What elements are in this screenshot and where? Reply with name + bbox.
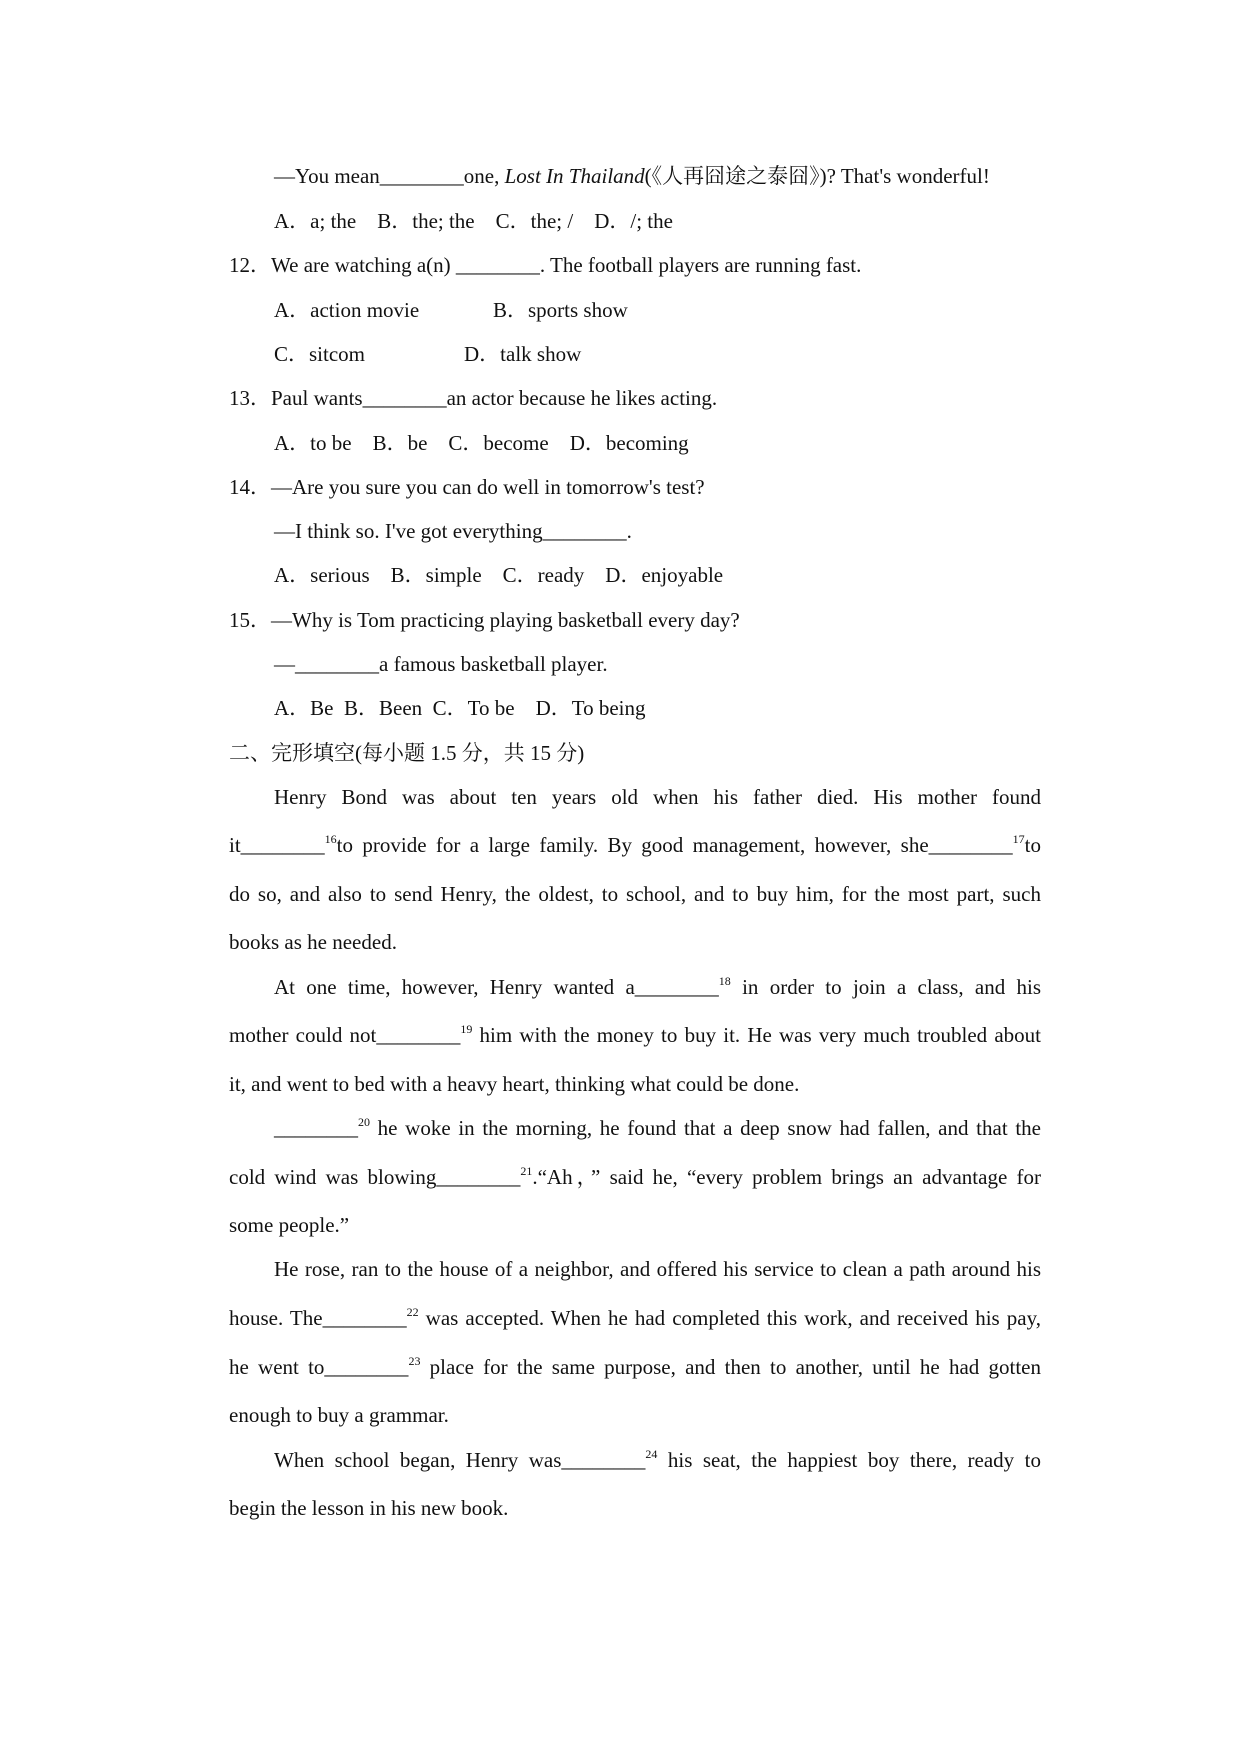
passage-p5-line1 <box>274 1446 1041 1474</box>
passage-p1-line2 <box>229 831 1041 859</box>
passage-p1-line1: Henry Bond was about ten years old when his father died. His mother found <box>274 785 1041 809</box>
passage-p4-line3 <box>229 1353 1041 1381</box>
passage-p2-line1 <box>274 973 1041 1001</box>
q12-option-a: A．action movie <box>274 298 420 322</box>
q11-reply-suffix: (《人再囧途之泰囧》)? That's wonderful! <box>644 164 990 188</box>
text-segment: him with the money to buy it. He was very much troubled about <box>472 1023 1041 1047</box>
passage-p2-line3: it, and went to bed with a heavy heart, thinking what could be done. <box>229 1072 800 1096</box>
text-segment: was accepted. When he had completed this work, and received his pay, <box>418 1306 1041 1330</box>
text-segment: in order to join a class, and his <box>730 975 1041 999</box>
q13-options: A．to be B．be C．become D．becoming <box>274 431 689 455</box>
q11-movie-title: Lost In Thailand <box>504 164 645 188</box>
q13-stem: 13．Paul wants________an actor because he likes acting. <box>229 386 718 410</box>
q11-reply-prefix: —You mean________one, <box>274 164 505 188</box>
text-segment: house. The________ <box>229 1306 407 1330</box>
blank-number-17: 17 <box>1012 832 1025 846</box>
q14-stem: 14．—Are you sure you can do well in tomorrow's test? <box>229 475 705 499</box>
passage-p4-line1: He rose, ran to the house of a neighbor, and offered his service to clean a path around his <box>274 1257 1041 1281</box>
passage-p2-line2 <box>229 1021 1041 1049</box>
text-segment: to <box>1024 833 1041 857</box>
blank-number-20: 20 <box>358 1115 370 1129</box>
passage-p1-line3: do so, and also to send Henry, the oldest, to school, and to buy him, for the most part, such <box>229 882 1041 906</box>
text-segment: he went to________ <box>229 1355 409 1379</box>
text-segment: .“Ah，” said he, “every problem brings an advantage for <box>532 1165 1041 1189</box>
q11-options: A．a; the B．the; the C．the; / D．/; the <box>274 209 673 233</box>
q12-option-d: D．talk show <box>464 342 582 366</box>
q12-option-b: B．sports show <box>493 298 628 322</box>
blank-number-22: 22 <box>406 1305 419 1319</box>
blank-number-21: 21 <box>520 1164 533 1178</box>
text-segment: he woke in the morning, he found that a deep snow had fallen, and that the <box>370 1116 1041 1140</box>
q11-reply-line <box>274 162 990 190</box>
q12-stem: 12．We are watching a(n) ________. The football players are running fast. <box>229 253 862 277</box>
q15-options: A．Be B．Been C．To be D．To being <box>274 696 646 720</box>
text-segment: place for the same purpose, and then to another, until he had gotten <box>420 1355 1041 1379</box>
q12-option-c: C．sitcom <box>274 342 366 366</box>
passage-p4-line4: enough to buy a grammar. <box>229 1403 449 1427</box>
text-segment: to provide for a large family. By good management, however, she________ <box>336 833 1013 857</box>
text-segment: cold wind was blowing________ <box>229 1165 521 1189</box>
q14-options: A．serious B．simple C．ready D．enjoyable <box>274 563 724 587</box>
text-segment: it________ <box>229 833 325 857</box>
blank-number-24: 24 <box>645 1447 658 1461</box>
passage-p1-line4: books as he needed. <box>229 930 397 954</box>
text-segment: At one time, however, Henry wanted a________ <box>274 975 719 999</box>
q14-reply: —I think so. I've got everything________. <box>274 519 632 543</box>
passage-p4-line2 <box>229 1304 1041 1332</box>
text-segment: mother could not________ <box>229 1023 461 1047</box>
section-heading-cloze: 二、完形填空(每小题 1.5 分，共 15 分) <box>229 741 585 765</box>
q15-reply: —________a famous basketball player. <box>274 652 608 676</box>
text-segment: When school began, Henry was________ <box>274 1448 646 1472</box>
passage-p3-line3: some people.” <box>229 1213 350 1237</box>
q15-stem: 15．—Why is Tom practicing playing basketball every day? <box>229 608 740 632</box>
text-segment: his seat, the happiest boy there, ready to <box>657 1448 1041 1472</box>
blank-number-23: 23 <box>408 1354 421 1368</box>
text-segment: ________ <box>274 1116 358 1140</box>
blank-number-18: 18 <box>718 974 731 988</box>
blank-number-19: 19 <box>460 1022 473 1036</box>
passage-p3-line2 <box>229 1163 1041 1191</box>
passage-p3-line1 <box>274 1114 1041 1142</box>
passage-p5-line2: begin the lesson in his new book. <box>229 1496 509 1520</box>
blank-number-16: 16 <box>324 832 337 846</box>
